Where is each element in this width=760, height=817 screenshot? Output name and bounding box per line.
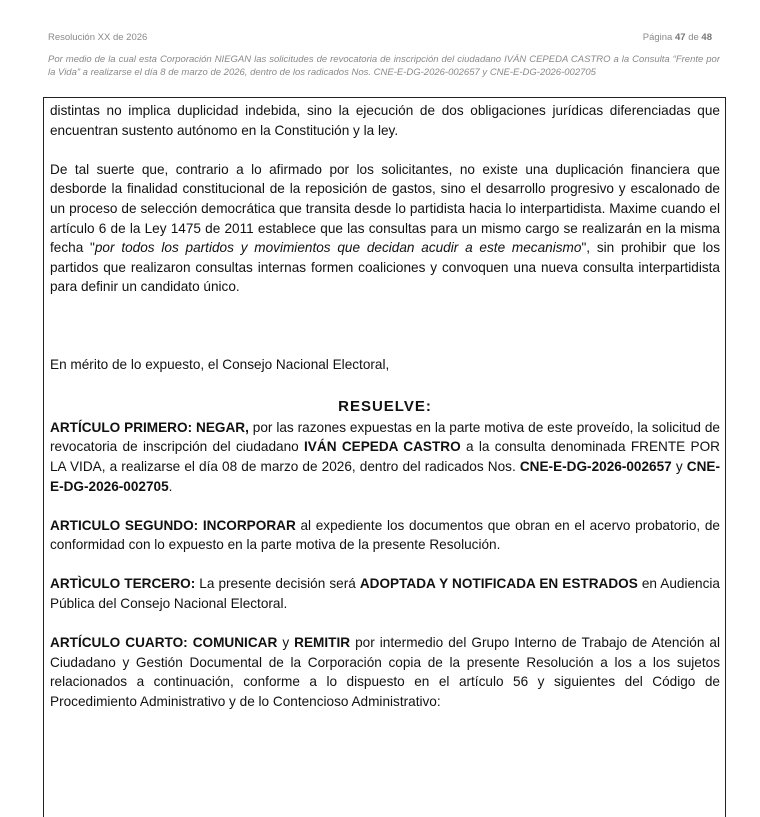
art1-text: por las razones expuestas en la parte motiva de este proveído, la solicitud de revocatoria de inscripción del ciudadano <box>50 419 720 455</box>
art1-radicado-1: CNE-E-DG-2026-002657 <box>519 458 672 474</box>
paragraph-3: En mérito de lo expuesto, el Consejo Nacional Electoral, <box>50 356 390 372</box>
art2-label: ARTICULO SEGUNDO: INCORPORAR <box>50 517 296 533</box>
page-number <box>643 32 712 43</box>
paragraph-2 <box>50 160 720 297</box>
page-total: 48 <box>701 32 712 43</box>
p2-quote: por todos los partidos y movimientos que decidan acudir a este mecanismo <box>94 240 582 256</box>
document-subtitle: Por medio de la cual esta Corporación NIEGAN las solicitudes de revocatoria de inscripción del ciudadano IVÁN CEPEDA CASTRO a la Consulta “Frente por la Vida” a realizarse el día 8 de marzo de 2026, dentro de los radicados Nos. CNE-E-DG-2026-002657 y CNE-E-DG-2026-002705 <box>48 54 720 78</box>
art1-text2: a la consulta denominada FRENTE POR LA VIDA, a realizarse el día 08 de marzo de 2026, dentro del radicados Nos. <box>50 439 720 474</box>
article-1 <box>50 418 720 496</box>
art2-text: al expediente los documentos que obran en el acervo probatorio, de conformidad con lo expuesto en la parte motiva de la presente Resolución. <box>50 517 720 553</box>
resuelve-title: RESUELVE: <box>338 397 432 415</box>
resolution-header: Resolución XX de 2026 <box>48 32 148 43</box>
article-3 <box>50 574 720 613</box>
art3-text2: en Audiencia Pública del Consejo Nacional Electoral. <box>50 576 720 612</box>
article-4 <box>50 633 720 711</box>
art3-bold: ADOPTADA Y NOTIFICADA EN ESTRADOS <box>359 576 638 592</box>
art4-text: por intermedio del Grupo Interno de Trabajo de Atención al Ciudadano y Gestión Documental de la Corporación copia de la presente Resolución a los a los sujetos relacionados a continuación, conforme a lo dispuesto en el artículo 56 y siguientes del Código de Procedimiento Administrativo y de lo Contencioso Administrativo: <box>50 635 720 710</box>
art3-label: ARTÌCULO TERCERO: <box>50 576 196 592</box>
p2-text-end: ", sin prohibir que los partidos que realizaron consultas internas formen coaliciones y convoquen una nueva consulta interpartidista para definir un candidato único. <box>50 240 720 295</box>
art1-label: ARTÍCULO PRIMERO: NEGAR, <box>50 419 249 435</box>
art4-label: ARTÍCULO CUARTO: COMUNICAR <box>50 635 278 651</box>
art4-and: y <box>277 635 295 651</box>
p2-text: De tal suerte que, contrario a lo afirmado por los solicitantes, no existe una duplicación financiera que desborde la finalidad constitucional de la reposición de gastos, sino el desarrollo progresivo y escalonado de un proceso de selección democrática que transita desde lo partidista hacia lo interpartidista. Maxime cuando el artículo 6 de la Ley 1475 de 2011 establece que las consultas para un mismo cargo se realizarán en la misma fecha " <box>50 161 720 256</box>
page-prefix: Página <box>642 32 675 43</box>
art1-radicado-2: CNE-E-DG-2026-002705 <box>50 458 720 494</box>
art4-bold: REMITIR <box>294 635 351 651</box>
art1-end: . <box>168 478 173 494</box>
art1-and: y <box>671 458 687 474</box>
paragraph-1: distintas no implica duplicidad indebida, sino la ejecución de dos obligaciones jurídicas diferenciadas que encuentran sustento autónomo en la Constitución y la ley. <box>50 103 720 138</box>
art3-text: La presente decisión será <box>195 576 360 592</box>
page-current: 47 <box>674 32 686 43</box>
art1-name: IVÁN CEPEDA CASTRO <box>304 439 461 455</box>
document-body <box>50 101 720 731</box>
article-2 <box>50 516 720 555</box>
page-sep: de <box>685 32 702 43</box>
